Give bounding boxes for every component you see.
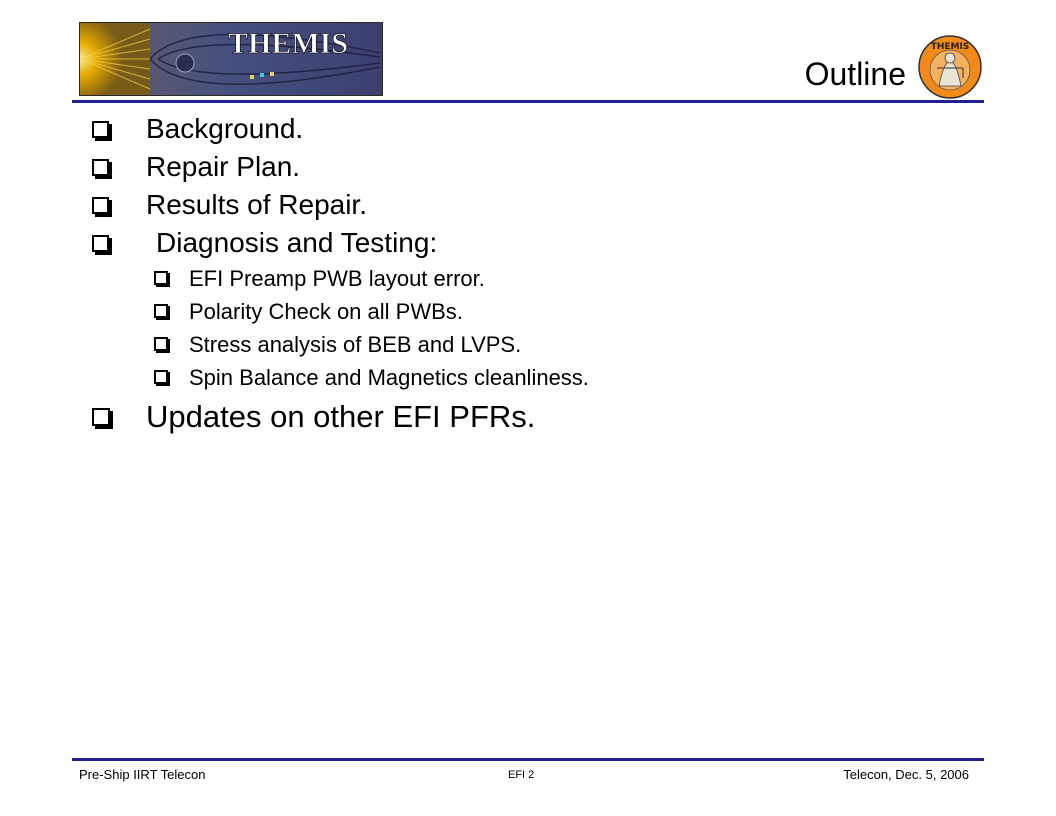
checkbox-bullet-icon [92, 197, 109, 214]
sub-list-item [92, 361, 589, 394]
sub-list-item-label: Stress analysis of BEB and LVPS. [189, 332, 522, 357]
checkbox-bullet-icon [92, 408, 110, 426]
list-item-label: Diagnosis and Testing: [156, 227, 438, 258]
outline-list [92, 110, 589, 438]
magnetosphere-image [80, 23, 382, 95]
checkbox-bullet-icon [154, 337, 168, 351]
themis-mascot-icon [917, 34, 983, 100]
themis-banner-logo [79, 22, 383, 96]
list-item [92, 110, 589, 148]
list-item [92, 224, 589, 262]
list-item-label: Background. [146, 113, 304, 144]
checkbox-bullet-icon [154, 370, 168, 384]
sub-list-item-label: Spin Balance and Magnetics cleanliness. [189, 365, 589, 390]
list-item-label: Updates on other EFI PFRs. [146, 399, 536, 434]
checkbox-bullet-icon [92, 121, 109, 138]
themis-logo-text: THEMIS [227, 27, 349, 60]
list-item [92, 396, 589, 438]
checkbox-bullet-icon [154, 271, 168, 285]
footer-right-text: Telecon, Dec. 5, 2006 [843, 767, 969, 782]
sub-list-item-label: Polarity Check on all PWBs. [189, 299, 463, 324]
list-item-label: Results of Repair. [146, 189, 367, 220]
header-divider [72, 100, 984, 103]
footer-divider [72, 758, 984, 761]
list-item [92, 186, 589, 224]
sub-list-item-label: EFI Preamp PWB layout error. [189, 266, 485, 291]
sub-list-item [92, 295, 589, 328]
mascot-text: THEMIS [930, 42, 970, 52]
checkbox-bullet-icon [92, 159, 109, 176]
footer-page-number: EFI 2 [508, 769, 535, 781]
footer-left-text: Pre-Ship IIRT Telecon [79, 767, 206, 782]
slide-title: Outline [804, 56, 906, 92]
checkbox-bullet-icon [154, 304, 168, 318]
sub-list-item [92, 262, 589, 295]
list-item-label: Repair Plan. [146, 151, 301, 182]
list-item [92, 148, 589, 186]
sub-list-item [92, 328, 589, 361]
checkbox-bullet-icon [92, 235, 109, 252]
